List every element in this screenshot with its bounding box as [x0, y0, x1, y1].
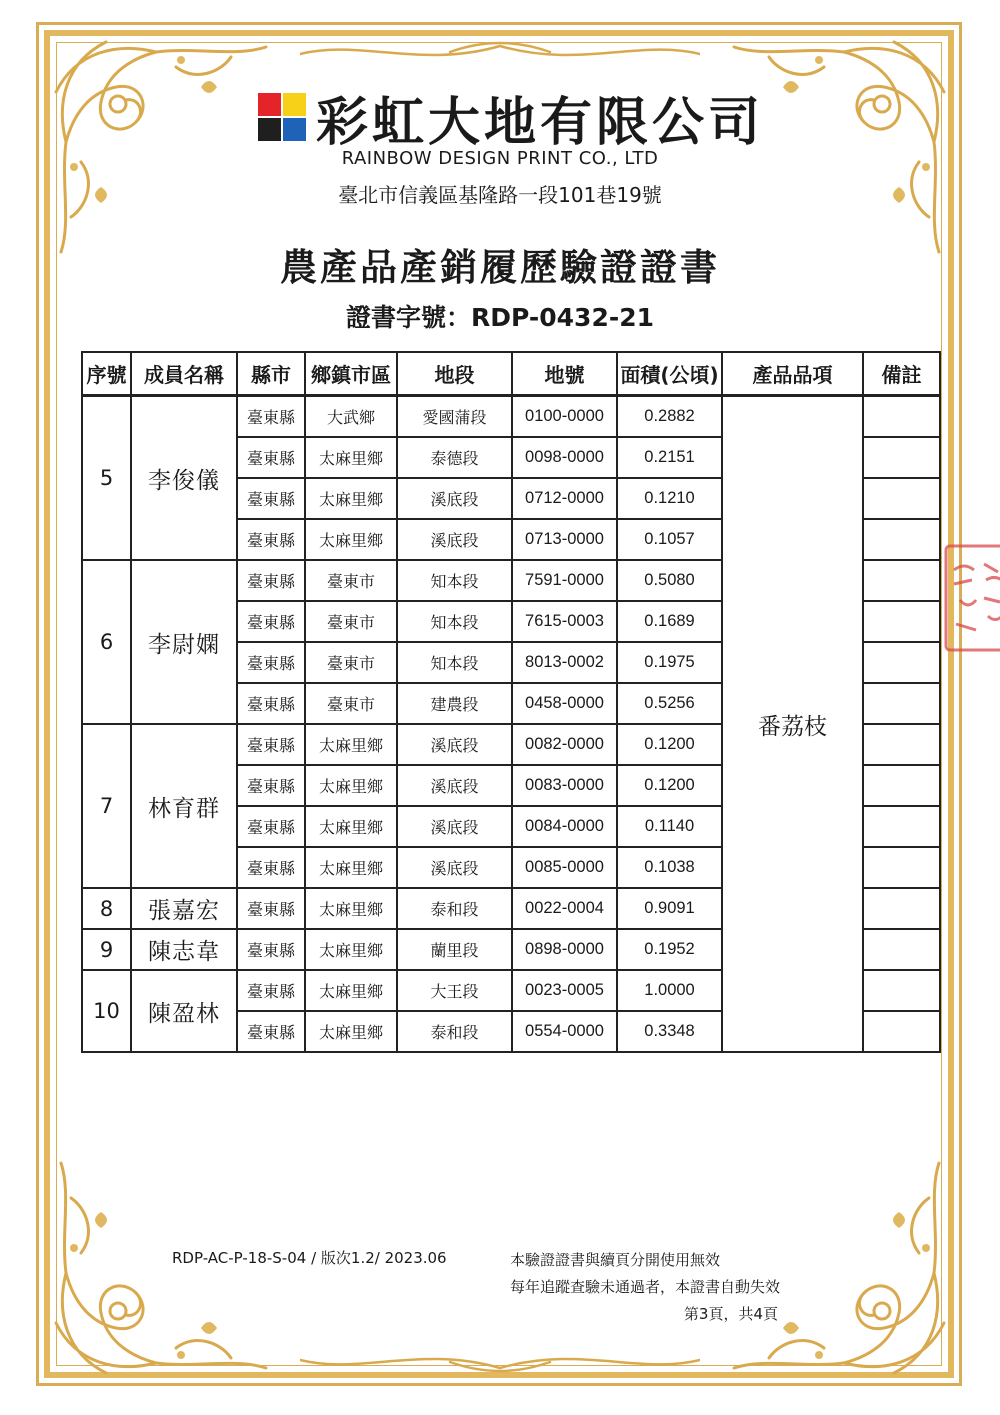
logo-square-black — [258, 118, 281, 141]
company-logo-icon — [258, 93, 306, 141]
member-name: 陳志韋 — [131, 929, 237, 970]
note-cell — [863, 765, 940, 806]
company-address: 臺北市信義區基隆路一段101巷19號 — [338, 183, 662, 207]
member-seq: 5 — [82, 396, 131, 561]
parcel-lot: 0713-0000 — [512, 519, 617, 560]
parcel-section: 知本段 — [397, 601, 512, 642]
parcel-lot: 0098-0000 — [512, 437, 617, 478]
parcel-area: 0.1200 — [617, 724, 722, 765]
member-seq: 8 — [82, 888, 131, 929]
certificate-title: 農產品產銷履歷驗證證書 — [280, 246, 720, 289]
certificate-number: RDP-0432-21 — [471, 303, 655, 332]
member-parcel-table — [81, 351, 941, 1053]
note-cell — [863, 806, 940, 847]
parcel-lot: 0085-0000 — [512, 847, 617, 888]
certificate-number-line — [0, 298, 1000, 334]
parcel-township: 太麻里鄉 — [305, 478, 397, 519]
parcel-area: 0.2882 — [617, 396, 722, 438]
parcel-section: 泰德段 — [397, 437, 512, 478]
product-item: 番荔枝 — [722, 396, 863, 1053]
page-info: 第3頁，共4頁 — [683, 1305, 779, 1323]
parcel-township: 臺東市 — [305, 642, 397, 683]
parcel-area: 0.1057 — [617, 519, 722, 560]
parcel-township: 臺東市 — [305, 601, 397, 642]
parcel-area: 0.5080 — [617, 560, 722, 601]
parcel-area: 0.1689 — [617, 601, 722, 642]
parcel-section: 泰和段 — [397, 888, 512, 929]
parcel-area: 0.1140 — [617, 806, 722, 847]
parcel-county: 臺東縣 — [237, 847, 305, 888]
parcel-lot: 8013-0002 — [512, 642, 617, 683]
member-seq: 10 — [82, 970, 131, 1052]
parcel-township: 太麻里鄉 — [305, 437, 397, 478]
table-body — [82, 396, 940, 1053]
note-cell — [863, 724, 940, 765]
parcel-section: 溪底段 — [397, 519, 512, 560]
parcel-lot: 0100-0000 — [512, 396, 617, 438]
table-row — [82, 396, 940, 438]
header-seq: 序號 — [82, 352, 131, 396]
red-seal-stamp — [940, 540, 1000, 655]
parcel-lot: 0898-0000 — [512, 929, 617, 970]
header-lot: 地號 — [512, 352, 617, 396]
parcel-county: 臺東縣 — [237, 929, 305, 970]
parcel-area: 0.5256 — [617, 683, 722, 724]
note-cell — [863, 683, 940, 724]
parcel-lot: 0082-0000 — [512, 724, 617, 765]
header-township: 鄉鎮市區 — [305, 352, 397, 396]
parcel-section: 愛國蒲段 — [397, 396, 512, 438]
bottom-flourish — [300, 1340, 700, 1380]
note-cell — [863, 888, 940, 929]
footer-notes — [510, 1247, 780, 1328]
header-member: 成員名稱 — [131, 352, 237, 396]
parcel-county: 臺東縣 — [237, 806, 305, 847]
note-cell — [863, 847, 940, 888]
note-cell — [863, 560, 940, 601]
member-seq: 9 — [82, 929, 131, 970]
parcel-township: 大武鄉 — [305, 396, 397, 438]
note-cell — [863, 601, 940, 642]
note-cell — [863, 970, 940, 1011]
logo-square-blue — [283, 118, 306, 141]
top-flourish — [300, 34, 700, 74]
note-cell — [863, 642, 940, 683]
parcel-section: 溪底段 — [397, 724, 512, 765]
parcel-section: 大王段 — [397, 970, 512, 1011]
parcel-county: 臺東縣 — [237, 478, 305, 519]
note-cell — [863, 519, 940, 560]
parcel-county: 臺東縣 — [237, 765, 305, 806]
parcel-lot: 7615-0003 — [512, 601, 617, 642]
note-cell — [863, 396, 940, 438]
table-header-row — [82, 352, 940, 396]
parcel-county: 臺東縣 — [237, 970, 305, 1011]
parcel-area: 0.1038 — [617, 847, 722, 888]
parcel-area: 0.9091 — [617, 888, 722, 929]
header-area: 面積(公頃) — [617, 352, 722, 396]
form-code: RDP-AC-P-18-S-04 / 版次1.2/ 2023.06 — [172, 1249, 447, 1267]
parcel-lot: 0083-0000 — [512, 765, 617, 806]
parcel-township: 太麻里鄉 — [305, 847, 397, 888]
parcel-section: 知本段 — [397, 642, 512, 683]
footer-note-1: 本驗證證書與續頁分開使用無效 — [510, 1251, 721, 1269]
parcel-lot: 0084-0000 — [512, 806, 617, 847]
parcel-lot: 0554-0000 — [512, 1011, 617, 1052]
parcel-area: 1.0000 — [617, 970, 722, 1011]
parcel-area: 0.1210 — [617, 478, 722, 519]
parcel-township: 太麻里鄉 — [305, 970, 397, 1011]
parcel-area: 0.2151 — [617, 437, 722, 478]
parcel-township: 太麻里鄉 — [305, 1011, 397, 1052]
parcel-lot: 0022-0004 — [512, 888, 617, 929]
member-seq: 7 — [82, 724, 131, 888]
logo-square-red — [258, 93, 281, 116]
parcel-township: 太麻里鄉 — [305, 929, 397, 970]
parcel-county: 臺東縣 — [237, 396, 305, 438]
member-name: 張嘉宏 — [131, 888, 237, 929]
note-cell — [863, 478, 940, 519]
logo-square-yellow — [283, 93, 306, 116]
parcel-county: 臺東縣 — [237, 888, 305, 929]
parcel-county: 臺東縣 — [237, 1011, 305, 1052]
parcel-lot: 0023-0005 — [512, 970, 617, 1011]
parcel-section: 溪底段 — [397, 806, 512, 847]
note-cell — [863, 1011, 940, 1052]
header-product: 產品品項 — [722, 352, 863, 396]
parcel-county: 臺東縣 — [237, 560, 305, 601]
parcel-township: 太麻里鄉 — [305, 806, 397, 847]
member-name: 陳盈林 — [131, 970, 237, 1052]
corner-ornament — [46, 1153, 276, 1383]
parcel-township: 太麻里鄉 — [305, 724, 397, 765]
parcel-area: 0.1200 — [617, 765, 722, 806]
parcel-section: 溪底段 — [397, 847, 512, 888]
certificate-number-label: 證書字號： — [345, 303, 471, 332]
parcel-section: 建農段 — [397, 683, 512, 724]
header-note: 備註 — [863, 352, 940, 396]
member-seq: 6 — [82, 560, 131, 724]
parcel-section: 蘭里段 — [397, 929, 512, 970]
footer-note-2: 每年追蹤查驗未通過者，本證書自動失效 — [510, 1278, 781, 1296]
parcel-section: 溪底段 — [397, 478, 512, 519]
parcel-county: 臺東縣 — [237, 437, 305, 478]
parcel-township: 太麻里鄉 — [305, 519, 397, 560]
parcel-section: 泰和段 — [397, 1011, 512, 1052]
parcel-section: 知本段 — [397, 560, 512, 601]
parcel-section: 溪底段 — [397, 765, 512, 806]
company-header — [258, 82, 764, 152]
parcel-township: 臺東市 — [305, 683, 397, 724]
parcel-area: 0.1952 — [617, 929, 722, 970]
parcel-township: 臺東市 — [305, 560, 397, 601]
parcel-township: 太麻里鄉 — [305, 888, 397, 929]
member-name: 李尉嫻 — [131, 560, 237, 724]
parcel-county: 臺東縣 — [237, 642, 305, 683]
parcel-county: 臺東縣 — [237, 724, 305, 765]
parcel-lot: 0712-0000 — [512, 478, 617, 519]
parcel-county: 臺東縣 — [237, 683, 305, 724]
parcel-county: 臺東縣 — [237, 601, 305, 642]
parcel-township: 太麻里鄉 — [305, 765, 397, 806]
header-section: 地段 — [397, 352, 512, 396]
parcel-county: 臺東縣 — [237, 519, 305, 560]
parcel-area: 0.3348 — [617, 1011, 722, 1052]
corner-ornament — [46, 32, 276, 262]
parcel-lot: 0458-0000 — [512, 683, 617, 724]
member-name: 李俊儀 — [131, 396, 237, 561]
parcel-lot: 7591-0000 — [512, 560, 617, 601]
member-name: 林育群 — [131, 724, 237, 888]
company-name: 彩虹大地有限公司 — [316, 92, 765, 153]
note-cell — [863, 437, 940, 478]
company-english-name: RAINBOW DESIGN PRINT CO., LTD — [341, 148, 659, 169]
note-cell — [863, 929, 940, 970]
header-county: 縣市 — [237, 352, 305, 396]
parcel-area: 0.1975 — [617, 642, 722, 683]
